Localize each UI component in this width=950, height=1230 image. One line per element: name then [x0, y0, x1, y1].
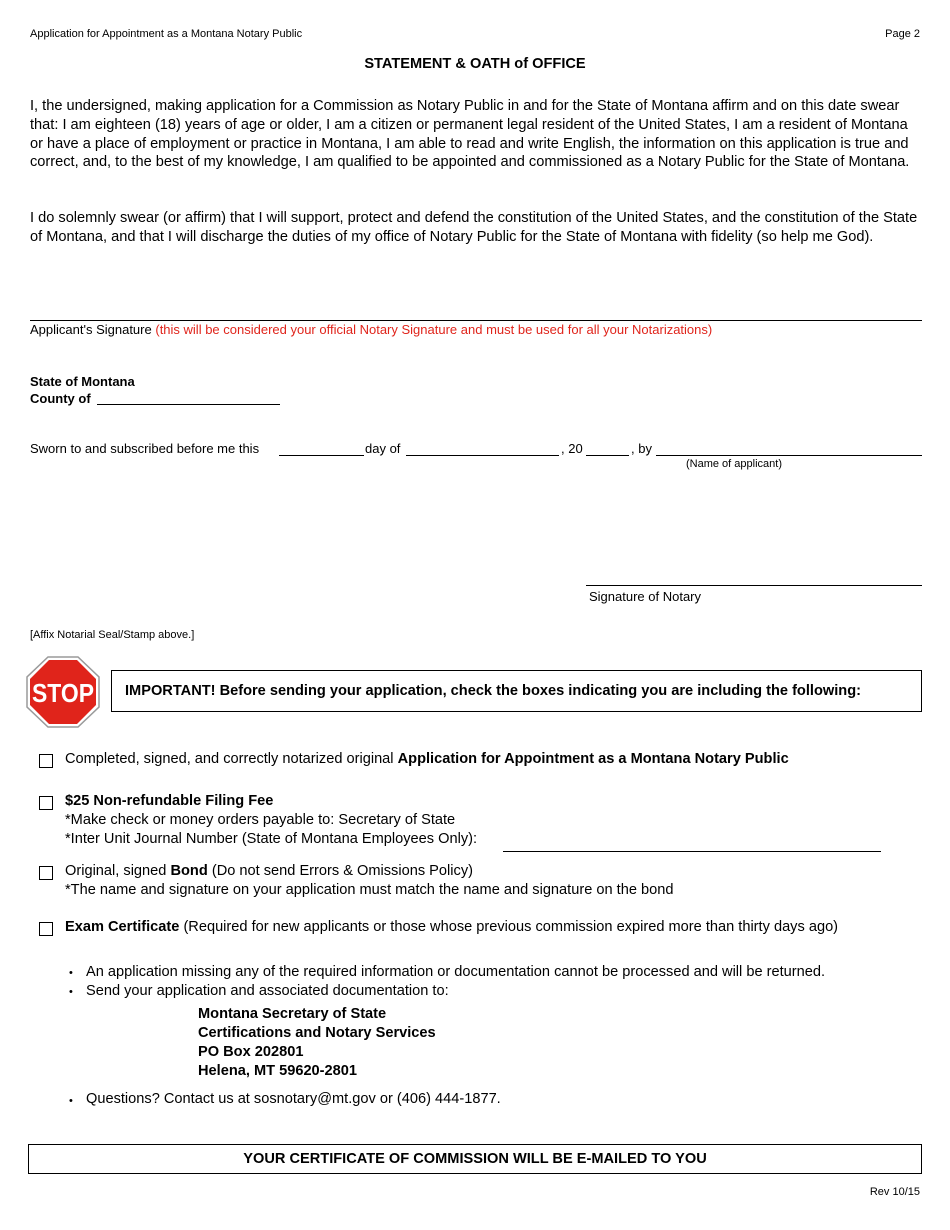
address-line-2: Certifications and Notary Services — [198, 1025, 436, 1041]
address-line-3: PO Box 202801 — [198, 1044, 304, 1060]
note-send-to: Send your application and associated documentation to: — [86, 983, 449, 999]
checklist-item-bond-pre: Original, signed — [65, 863, 167, 879]
jurat-day-field[interactable] — [279, 455, 364, 456]
name-of-applicant-caption: (Name of applicant) — [686, 458, 782, 470]
jurat-by-text: , by — [631, 441, 652, 456]
stop-sign-text: STOP — [32, 678, 94, 708]
checklist-item-exam-post: (Required for new applicants or those whose previous commission expired more than thirty days ago) — [183, 919, 839, 935]
jurat-month-field[interactable] — [406, 455, 559, 456]
signature-note: (this will be considered your official Notary Signature and must be used for all your Notarizations) — [155, 322, 713, 337]
jurat-year-field[interactable] — [586, 455, 629, 456]
statement-paragraph: I, the undersigned, making application for a Commission as Notary Public in and for the State of Montana affirm and on this date swear that: I am eighteen (18) years of age or older, I am a citizen or permanent legal resident of the United States, I am a resident of Montana or have a place of employment or practice in Montana, I am able to read and write English, the information on this application is true and correct, and, to the best of my knowledge, I am qualified to be appointed and commissioned as a Notary Public for the State of Montana. — [30, 98, 910, 171]
address-line-1: Montana Secretary of State — [198, 1006, 387, 1022]
checkbox-application[interactable] — [39, 754, 53, 768]
applicant-signature-caption — [30, 322, 712, 337]
checklist-item-application-bold: Application for Appointment as a Montana Notary Public — [397, 751, 789, 767]
checkbox-exam-certificate[interactable] — [39, 922, 53, 936]
bullet-icon: • — [69, 1095, 73, 1107]
notary-signature-line[interactable] — [586, 585, 922, 586]
checklist-item-application — [65, 750, 789, 769]
revision-label: Rev 10/15 — [869, 1186, 920, 1198]
seal-note: [Affix Notarial Seal/Stamp above.] — [30, 629, 195, 641]
important-text: IMPORTANT! Before sending your application, check the boxes indicating you are including the following: — [125, 683, 861, 699]
stop-sign-icon — [26, 656, 100, 728]
checklist-item-bond — [65, 862, 473, 881]
inter-unit-journal-field[interactable] — [503, 851, 881, 852]
footer-banner — [28, 1144, 922, 1174]
checkbox-bond[interactable] — [39, 866, 53, 880]
jurat-applicant-name-field[interactable] — [656, 455, 922, 456]
footer-banner-text: YOUR CERTIFICATE OF COMMISSION WILL BE E-MAILED TO YOU — [243, 1151, 707, 1167]
checklist-item-bond-bold: Bond — [170, 863, 208, 879]
checklist-item-bond-post: (Do not send Errors & Omissions Policy) — [211, 863, 473, 879]
note-missing-info: An application missing any of the required information or documentation cannot be processed and will be returned. — [86, 964, 826, 980]
oath-paragraph: I do solemnly swear (or affirm) that I will support, protect and defend the constitution of the United States, and the constitution of the State of Montana, and that I will discharge the duties of my office of Notary Public for the State of Montana with fidelity (so help me God). — [30, 210, 918, 245]
address-line-4: Helena, MT 59620-2801 — [198, 1063, 357, 1079]
filing-fee-payable-note: *Make check or money orders payable to: Secretary of State — [65, 812, 456, 828]
checklist-item-application-text: Completed, signed, and correctly notarized original — [65, 751, 394, 767]
document-header-title: Application for Appointment as a Montana Notary Public — [30, 28, 303, 40]
checklist-item-exam-bold: Exam Certificate — [65, 919, 180, 935]
inter-unit-journal-label: *Inter Unit Journal Number (State of Montana Employees Only): — [65, 831, 478, 847]
venue-state: State of Montana — [30, 374, 135, 389]
applicant-signature-line[interactable] — [30, 320, 922, 321]
checkbox-filing-fee[interactable] — [39, 796, 53, 810]
note-questions: Questions? Contact us at sosnotary@mt.gov or (406) 444-1877. — [86, 1091, 501, 1107]
applicant-signature-label: Applicant's Signature — [30, 322, 152, 337]
jurat-year-prefix: , 20 — [561, 441, 583, 456]
page-number: Page 2 — [885, 28, 920, 40]
jurat-sworn-text: Sworn to and subscribed before me this — [30, 441, 260, 456]
page-title: STATEMENT & OATH of OFFICE — [364, 56, 586, 72]
important-box — [111, 670, 922, 712]
jurat-day-of-text: day of — [365, 441, 401, 456]
bond-match-note: *The name and signature on your application must match the name and signature on the bond — [65, 882, 674, 898]
checklist-item-exam — [65, 918, 838, 937]
notary-signature-label: Signature of Notary — [589, 589, 702, 604]
county-field[interactable] — [97, 404, 280, 405]
bullet-icon: • — [69, 986, 73, 998]
venue-county-label: County of — [30, 391, 91, 406]
checklist-item-filing-fee: $25 Non-refundable Filing Fee — [65, 793, 274, 809]
bullet-icon: • — [69, 967, 73, 979]
